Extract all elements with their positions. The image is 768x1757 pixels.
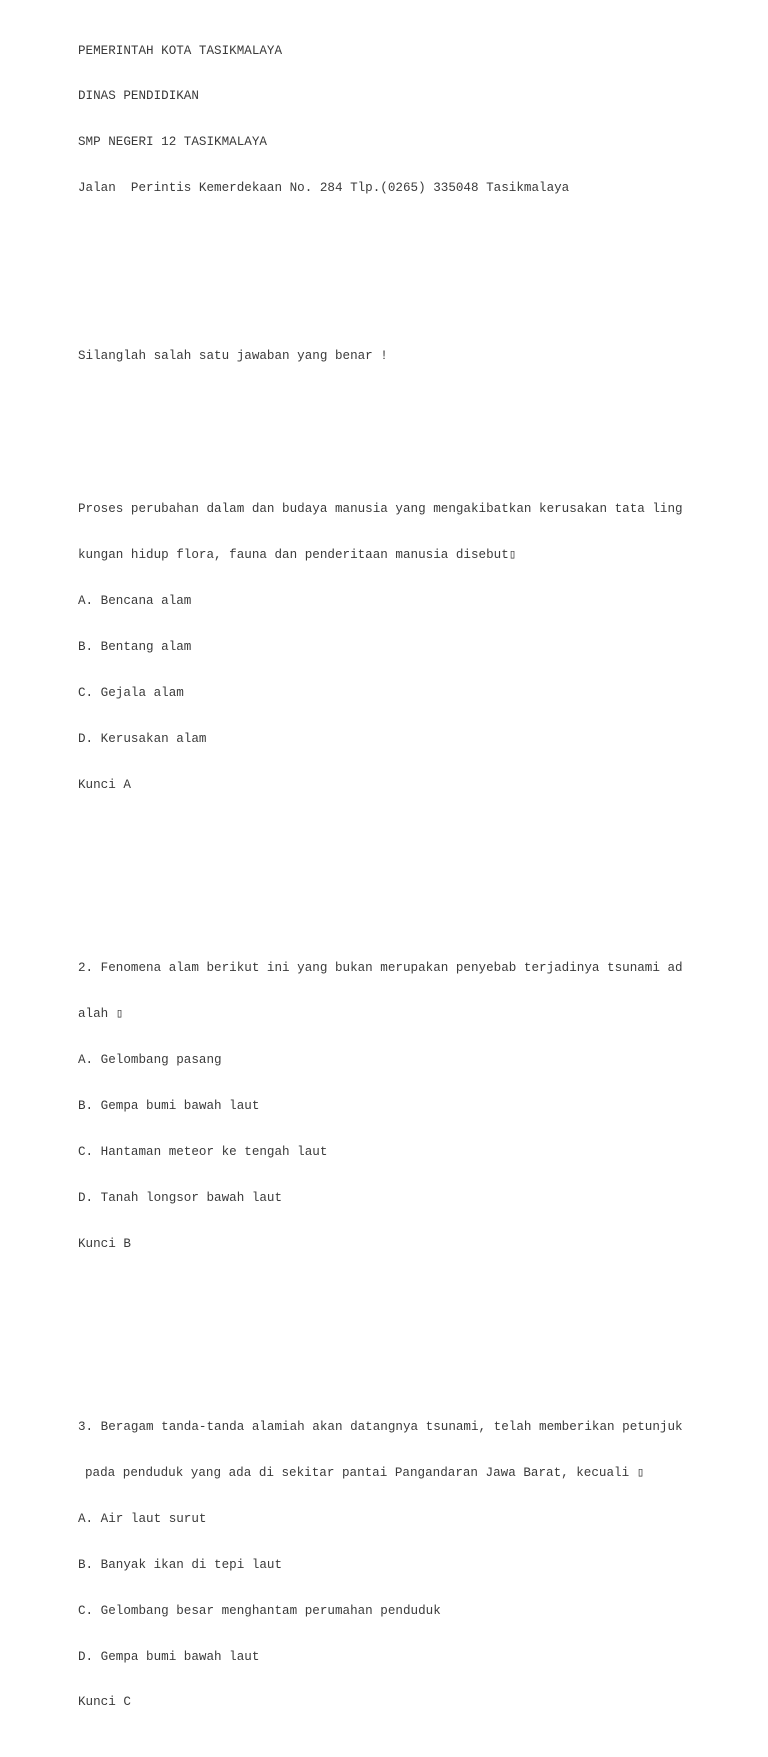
question-text: alah (78, 1007, 116, 1022)
option-a: A. Bencana alam (78, 594, 192, 609)
question-text: 2. Fenomena alam berikut ini yang bukan merupakan penyebab terjadinya tsunami ad (78, 961, 683, 976)
placeholder-box-icon: ▯ (115, 1007, 124, 1022)
option-c: C. Gejala alam (78, 685, 184, 700)
answer-key: Kunci C (78, 1695, 131, 1710)
question-3 (78, 1390, 758, 1742)
header-address: Jalan Perintis Kemerdekaan No. 284 Tlp.(0265) 335048 Tasikmalaya (78, 181, 570, 196)
option-b: B. Banyak ikan di tepi laut (78, 1557, 283, 1572)
question-2 (78, 931, 758, 1283)
question-text: pada penduduk yang ada di sekitar pantai Pangandaran Jawa Barat, kecuali (85, 1466, 637, 1481)
placeholder-box-icon: ▯ (508, 548, 517, 563)
option-d: D. Tanah longsor bawah laut (78, 1190, 283, 1205)
header-school: SMP NEGERI 12 TASIKMALAYA (78, 135, 267, 150)
option-a: A. Air laut surut (78, 1511, 207, 1526)
question-text: Proses perubahan dalam dan budaya manusia yang mengakibatkan kerusakan tata ling (78, 502, 683, 517)
header-department: DINAS PENDIDIKAN (78, 89, 199, 104)
header-government: PEMERINTAH KOTA TASIKMALAYA (78, 43, 283, 58)
question-text: kungan hidup flora, fauna dan penderitaan manusia disebut (78, 548, 509, 563)
question-1 (78, 472, 758, 824)
question-text: 3. Beragam tanda-tanda alamiah akan datangnya tsunami, telah memberikan petunjuk (78, 1420, 683, 1435)
option-b: B. Bentang alam (78, 639, 192, 654)
option-d: D. Kerusakan alam (78, 731, 207, 746)
option-b: B. Gempa bumi bawah laut (78, 1098, 260, 1113)
option-c: C. Hantaman meteor ke tengah laut (78, 1144, 328, 1159)
answer-key: Kunci A (78, 777, 131, 792)
answer-key: Kunci B (78, 1236, 131, 1251)
option-d: D. Gempa bumi bawah laut (78, 1649, 260, 1664)
option-a: A. Gelombang pasang (78, 1053, 222, 1067)
option-c: C. Gelombang besar menghantam perumahan penduduk (78, 1603, 441, 1618)
document-page (78, 13, 758, 1757)
placeholder-box-icon: ▯ (636, 1466, 645, 1481)
instruction: Silanglah salah satu jawaban yang benar ! (78, 349, 388, 364)
